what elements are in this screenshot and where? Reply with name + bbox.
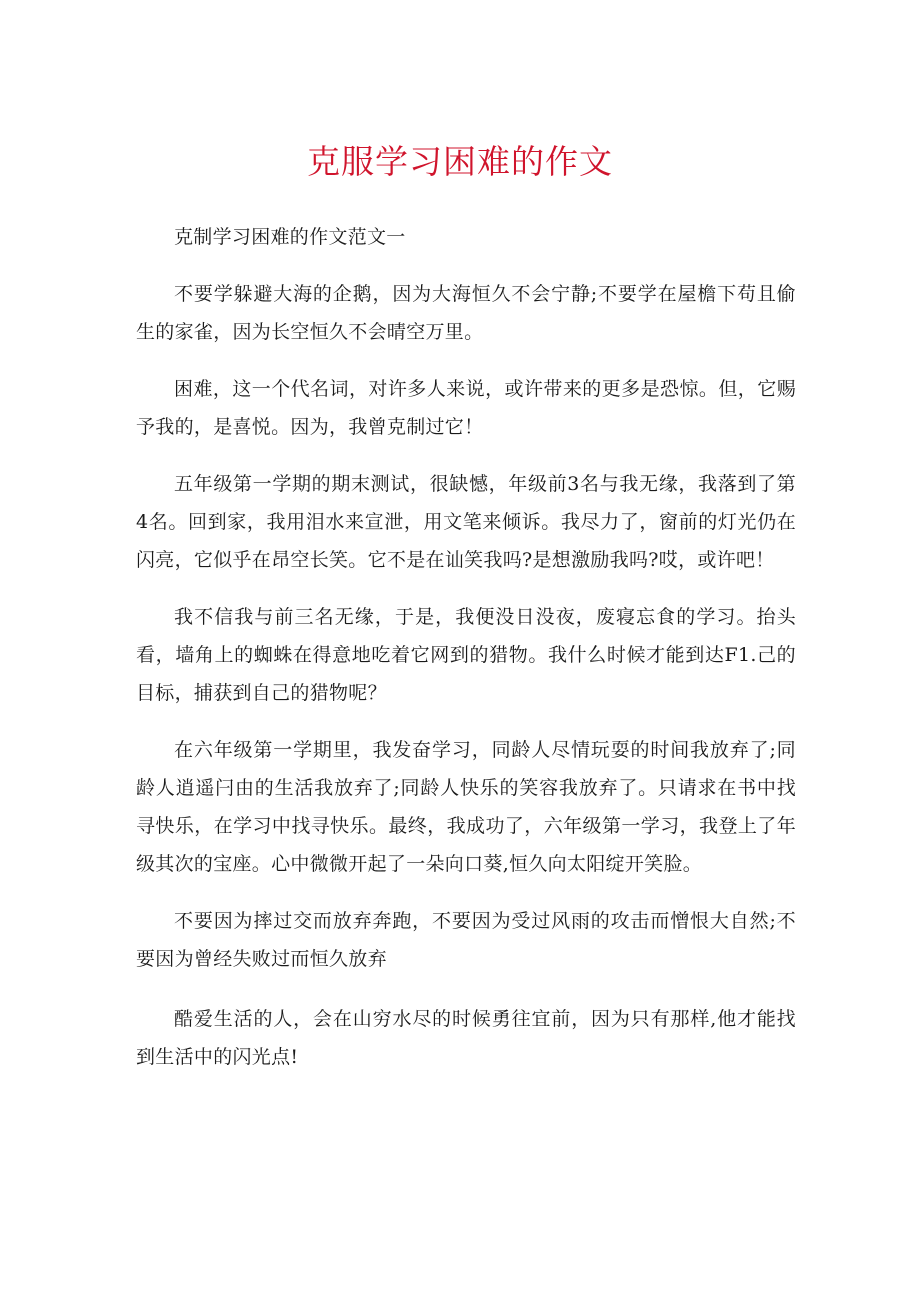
page-title: 克服学习困难的作文 — [307, 142, 613, 181]
paragraph: 五年级第一学期的期末测试，很缺憾，年级前3名与我无缘，我落到了第4名。回到家，我用泪水来宣泄，用文笔来倾诉。我尽力了，窗前的灯光仍在闪亮，它似乎在昂空长笑。它不是在讪笑我吗?是想激励我吗?哎，或许吧！ — [136, 473, 796, 571]
paragraph: 我不信我与前三名无缘，于是，我便没日没夜，废寝忘食的学习。抬头看，墙角上的蜘蛛在得意地吃着它网到的猎物。我什么时候才能到达F1.己的目标，捕获到自己的猎物呢？ — [136, 606, 796, 704]
paragraph: 酷爱生活的人，会在山穷水尽的时候勇往宜前，因为只有那样,他才能找到生活中的闪光点! — [136, 1008, 796, 1068]
paragraph: 不要学躲避大海的企鹅，因为大海恒久不会宁静;不要学在屋檐下苟且偷生的家雀，因为长空恒久不会晴空万里。 — [136, 283, 796, 343]
paragraph: 困难，这一个代名词，对许多人来说，或许带来的更多是恐惊。但，它赐予我的，是喜悦。因为，我曾克制过它！ — [136, 378, 796, 438]
paragraph: 在六年级第一学期里，我发奋学习，同龄人尽情玩耍的时间我放弃了;同龄人逍遥闩由的生活我放弃了;同龄人快乐的笑容我放弃了。只请求在书中找寻快乐，在学习中找寻快乐。最终，我成功了，六年级第一学习，我登上了年级其次的宝座。心中微微开起了一朵向口葵,恒久向太阳绽开笑脸。 — [136, 739, 796, 875]
document-body — [136, 218, 796, 1095]
paragraph-subtitle: 克制学习困难的作文范文一 — [174, 226, 406, 248]
paragraph: 不要因为摔过交而放弃奔跑，不要因为受过风雨的攻击而憎恨大自然;不要因为曾经失败过而恒久放弃 — [136, 910, 796, 970]
